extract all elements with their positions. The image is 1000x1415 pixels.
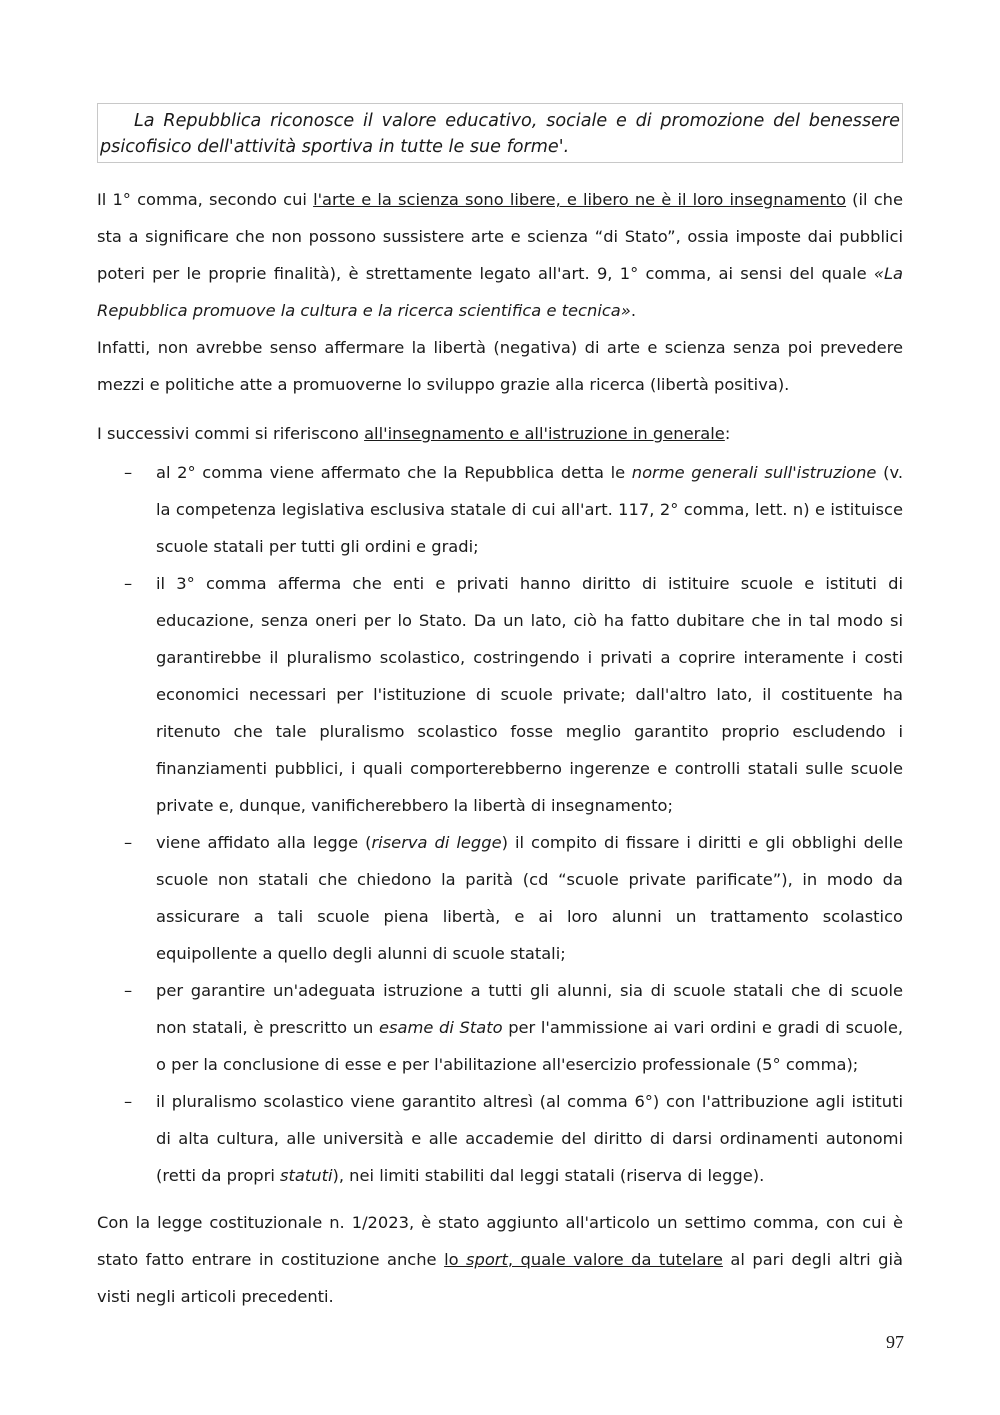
dash-bullet: – [124, 574, 133, 593]
para4-underlined-2: , quale valore da tutelare [507, 1250, 723, 1269]
item5-text-2: ), nei limiti stabiliti dal leggi statali (riserva di legge). [332, 1166, 765, 1185]
paragraph-infatti: Infatti, non avrebbe senso affermare la libertà (negativa) di arte e scienza senza poi prevedere mezzi e politiche atte a promuoverne lo sviluppo grazie alla ricerca (libertà positiva). [97, 338, 903, 394]
item5-text-1: il pluralismo scolastico viene garantito altresì (al comma 6°) con l'attribuzione agli istituti di alta cultura, alle università e alle accademie del diritto di darsi ordinamenti autonomi (retti da propri [156, 1092, 903, 1185]
paragraph-legge-costituzionale [97, 1204, 903, 1315]
list-item [97, 972, 903, 1083]
para3-underlined: all'insegnamento e all'istruzione in generale [364, 424, 725, 443]
list-item [97, 824, 903, 972]
quote-end-mark: '. [558, 137, 570, 157]
item4-italic: esame di Stato [379, 1018, 503, 1037]
item5-italic: statuti [280, 1166, 333, 1185]
item3-text-2: ) il compito di fissare i diritti e gli obblighi delle scuole non statali che chiedono la parità (cd “scuole private parificate”), in modo da assicurare a tali scuole piena libertà, e ai loro alunni un trattamento scolastico equipollente a quello degli alunni di scuole statali; [156, 833, 903, 963]
list-item [97, 454, 903, 565]
item2-text: il 3° comma afferma che enti e privati hanno diritto di istituire scuole e istituti di educazione, senza oneri per lo Stato. Da un lato, ciò ha fatto dubitare che in tal modo si garantirebbe il pluralismo scolastico, costringendo i privati a coprire interamente i costi economici necessari per l'istituzione di scuole private; dall'altro lato, il costituente ha ritenuto che tale pluralismo scolastico fosse meglio garantito proprio escludendo i finanziamenti pubblici, i quali comporterebberno ingerenze e controlli statali sulle scuole private e, dunque, vanificherebbero la libertà di insegnamento; [156, 574, 903, 815]
quoted-text-box [97, 103, 903, 163]
item4-text-1: per garantire un'adeguata istruzione a tutti gli alunni, sia di scuole statali che di scuole non statali, è prescritto un [156, 981, 903, 1037]
dash-bullet: – [124, 981, 133, 1000]
document-page [97, 103, 903, 1315]
para4-text-2: al pari degli altri già visti negli articoli precedenti. [97, 1250, 903, 1306]
list-item [97, 565, 903, 824]
item1-italic: norme generali sull'istruzione [631, 463, 877, 482]
para1-underlined: l'arte e la scienza sono libere, e libero ne è il loro insegnamento [313, 190, 847, 209]
para3-text-1: I successivi commi si riferiscono [97, 424, 365, 443]
commi-list-wrapper [97, 454, 903, 1194]
item1-text-1: al 2° comma viene affermato che la Repubblica detta le [156, 463, 632, 482]
item4-text-2: per l'ammissione ai vari ordini e gradi di scuole, o per la conclusione di esse e per l'abilitazione all'esercizio professionale (5° comma); [156, 1018, 904, 1074]
paragraph-successivi-commi [97, 415, 903, 452]
para1-italic-quote: «La Repubblica promuove la cultura e la ricerca scientifica e tecnica» [97, 264, 903, 320]
quote-text: La Repubblica riconosce il valore educativo, sociale e di promozione del benessere psicofisico dell'attività sportiva in tutte le sue forme [100, 111, 900, 157]
para1-text-1: Il 1° comma, secondo cui [97, 190, 314, 209]
para3-text-2: : [724, 424, 731, 443]
dash-bullet: – [124, 463, 133, 482]
page-number: 97 [886, 1332, 904, 1352]
dash-bullet: – [124, 833, 133, 852]
para4-text-1: Con la legge costituzionale n. 1/2023, è stato aggiunto all'articolo un settimo comma, con cui è stato fatto entrare in costituzione anche [97, 1213, 903, 1269]
para1-text-2: (il che sta a significare che non possono sussistere arte e scienza “di Stato”, ossia imposte dai pubblici poteri per le proprie finalità), è strettamente legato all'art. 9, 1° comma, ai sensi del quale [97, 190, 903, 283]
para4-underlined-1: lo [444, 1250, 467, 1269]
item3-italic: riserva di legge [371, 833, 502, 852]
dash-bullet: – [124, 1092, 133, 1111]
item3-text-1: viene affidato alla legge ( [156, 833, 372, 852]
commi-list [97, 454, 903, 1194]
paragraph-first-comma [97, 181, 903, 329]
para4-underlined-italic: sport [466, 1250, 508, 1269]
list-item [97, 1083, 903, 1194]
item1-text-2: (v. la competenza legislativa esclusiva statale di cui all'art. 117, 2° comma, lett. n) e istituisce scuole statali per tutti gli ordini e gradi; [156, 463, 903, 556]
para1-text-3: . [630, 301, 637, 320]
